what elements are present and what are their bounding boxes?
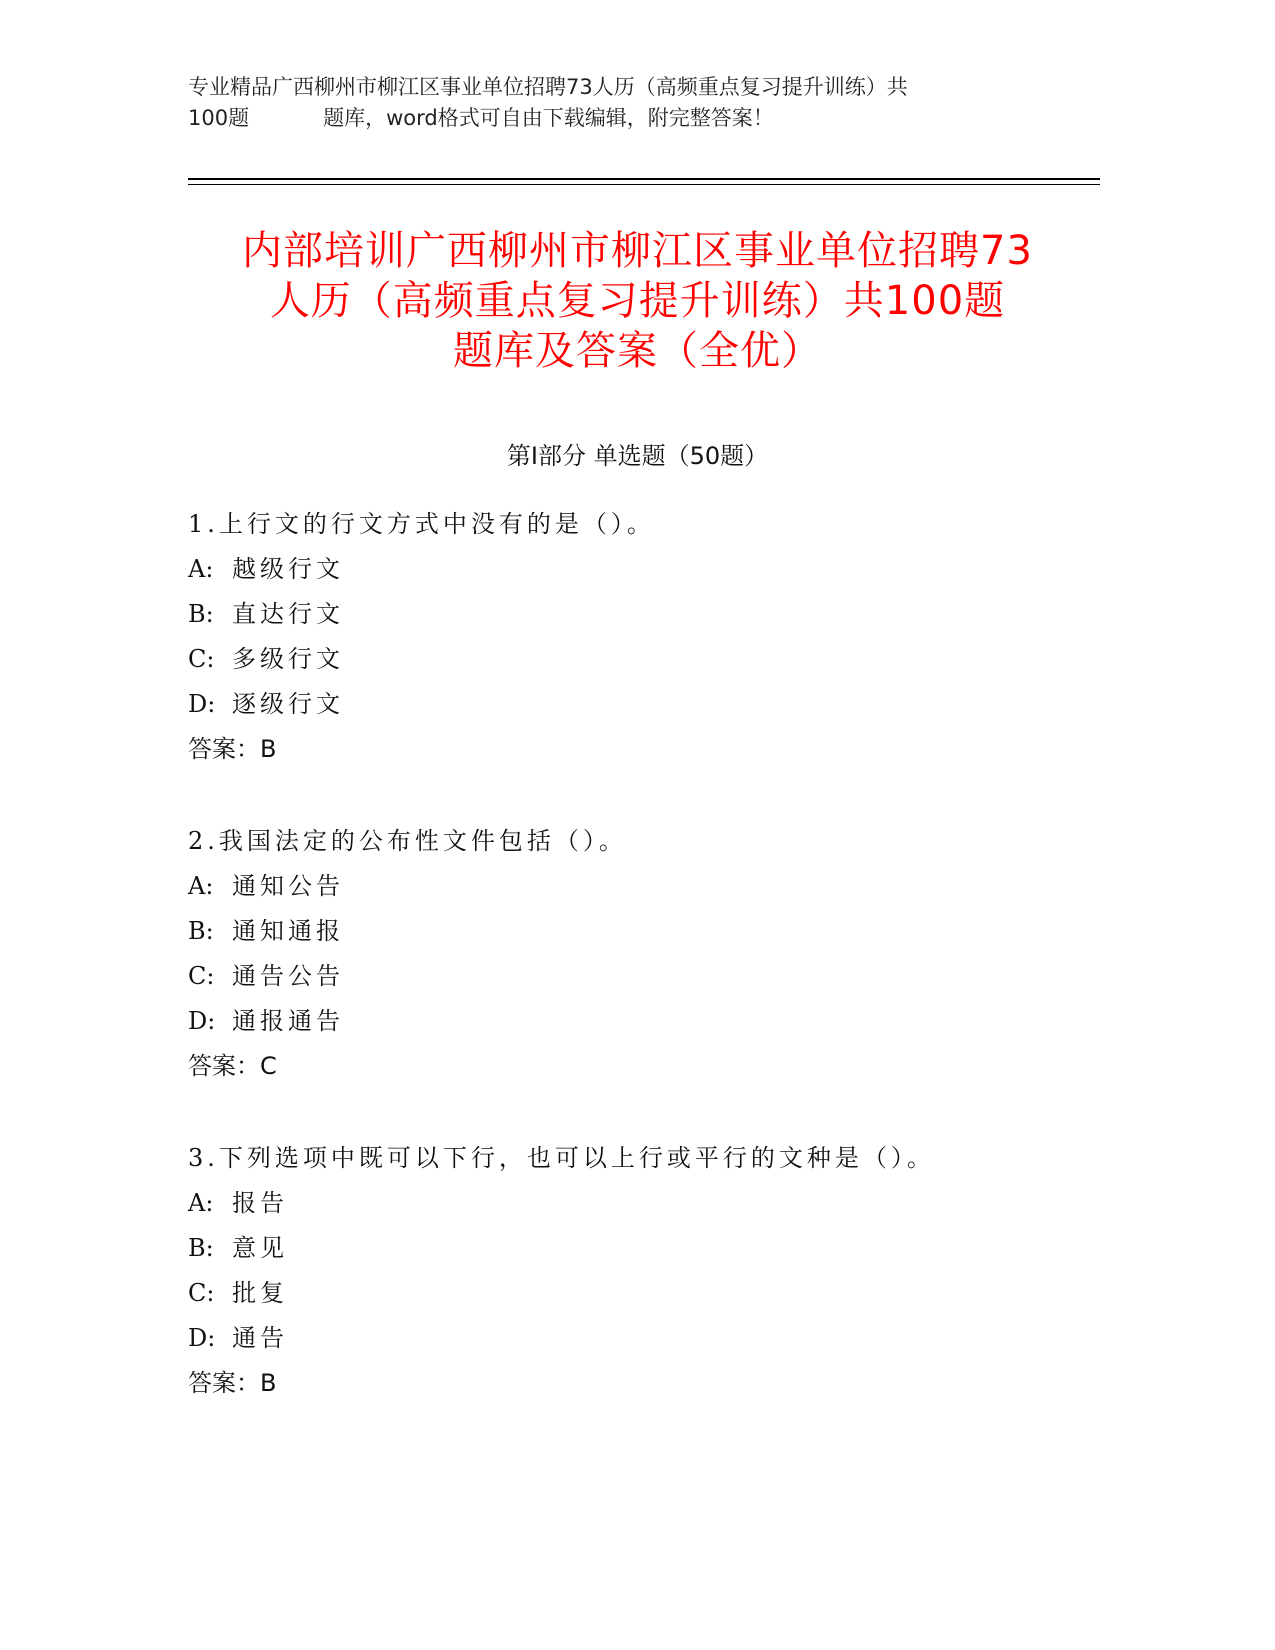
header-line-1: 专业精品广西柳州市柳江区事业单位招聘73人历（高频重点复习提升训练）共: [188, 75, 908, 99]
option-b: [188, 592, 1088, 637]
question-stem: 3.下列选项中既可以下行，也可以上行或平行的文种是（）。: [188, 1144, 935, 1172]
option-text: 通知通报: [232, 917, 344, 945]
option-c: [188, 637, 1088, 682]
option-b: [188, 1226, 1088, 1271]
header-question-count: 100题: [188, 106, 250, 130]
question-stem: 2.我国法定的公布性文件包括（）。: [188, 827, 627, 855]
option-key: D:: [188, 690, 216, 718]
header-rule-thin: [188, 184, 1100, 185]
option-a: [188, 1181, 1088, 1226]
question-1: [188, 502, 1088, 772]
header-line-2: [188, 103, 1068, 134]
answer: 答案：C: [188, 1052, 277, 1080]
option-text: 直达行文: [232, 600, 344, 628]
option-key: D:: [188, 1007, 216, 1035]
section-title: 第Ⅰ部分 单选题（50题）: [506, 442, 769, 470]
option-c: [188, 1271, 1088, 1316]
page-header: [188, 72, 1068, 134]
option-key: C:: [188, 645, 215, 673]
option-a: [188, 547, 1088, 592]
answer: 答案：B: [188, 735, 277, 763]
option-key: A:: [188, 555, 214, 583]
question-3: [188, 1136, 1088, 1406]
option-key: A:: [188, 872, 214, 900]
option-text: 通知公告: [232, 872, 344, 900]
header-format-note: 题库，word格式可自由下载编辑，附完整答案！: [323, 106, 774, 130]
option-d: [188, 1316, 1088, 1361]
option-key: B:: [188, 600, 214, 628]
option-c: [188, 954, 1088, 999]
option-key: D:: [188, 1324, 216, 1352]
title-line-3: 题库及答案（全优）: [453, 328, 822, 374]
option-text: 逐级行文: [232, 690, 344, 718]
option-key: C:: [188, 962, 215, 990]
option-text: 意见: [232, 1234, 288, 1262]
option-b: [188, 909, 1088, 954]
option-text: 多级行文: [232, 645, 344, 673]
option-key: C:: [188, 1279, 215, 1307]
answer: 答案：B: [188, 1369, 277, 1397]
title-line-1: 内部培训广西柳州市柳江区事业单位招聘73: [242, 228, 1033, 274]
header-rule-thick: [188, 178, 1100, 180]
option-key: B:: [188, 1234, 214, 1262]
option-d: [188, 682, 1088, 727]
question-2: [188, 819, 1088, 1089]
option-text: 通报通告: [232, 1007, 344, 1035]
option-text: 越级行文: [232, 555, 344, 583]
option-text: 通告: [232, 1324, 288, 1352]
option-key: B:: [188, 917, 214, 945]
document-title: [150, 226, 1125, 376]
option-d: [188, 999, 1088, 1044]
option-text: 批复: [232, 1279, 288, 1307]
option-text: 通告公告: [232, 962, 344, 990]
question-stem: 1.上行文的行文方式中没有的是（）。: [188, 510, 655, 538]
option-text: 报告: [232, 1189, 288, 1217]
option-a: [188, 864, 1088, 909]
option-key: A:: [188, 1189, 214, 1217]
title-line-2: 人历（高频重点复习提升训练）共100题: [269, 278, 1006, 324]
